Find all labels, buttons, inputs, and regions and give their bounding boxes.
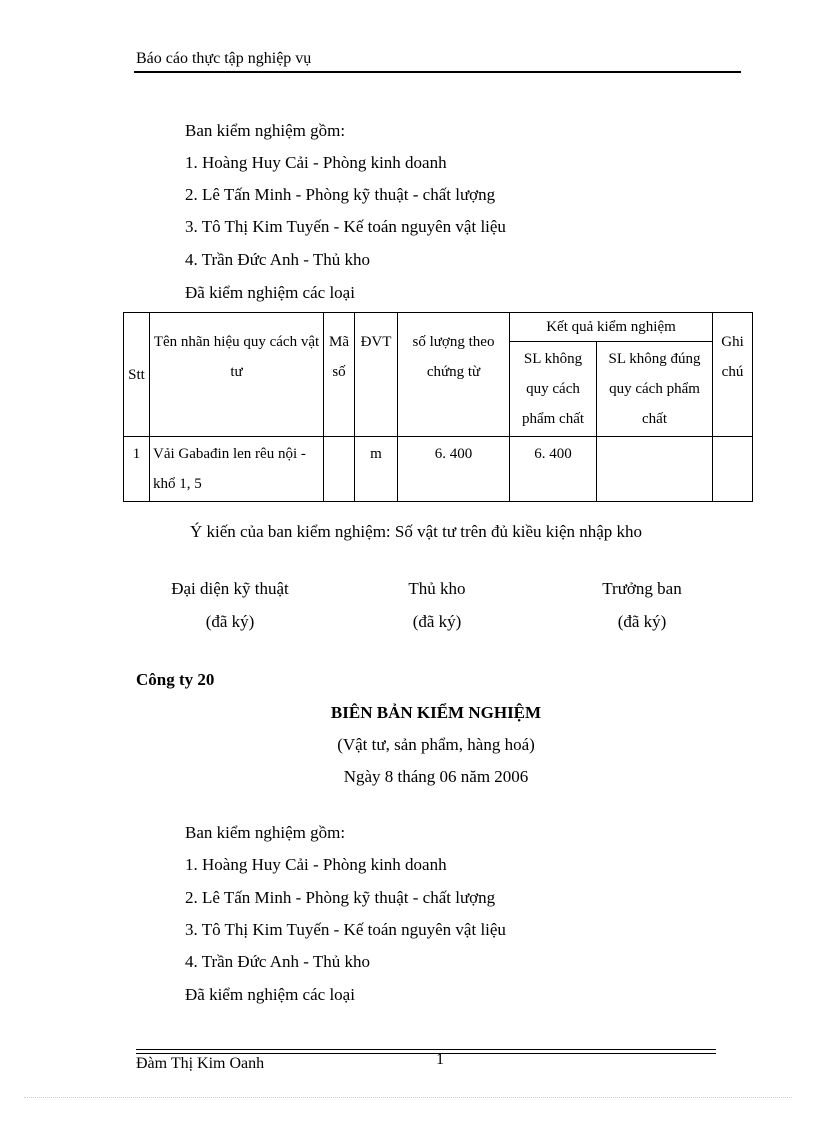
footer-author: Đàm Thị Kim Oanh — [136, 1055, 265, 1072]
page-edge — [24, 1097, 792, 1098]
header-stt: Stt — [124, 313, 150, 437]
page-header-title: Báo cáo thực tập nghiệp vụ — [136, 50, 312, 67]
signature-role-head: Trưởng ban — [602, 579, 682, 598]
table-row — [124, 437, 753, 502]
row-sl-incorrect — [597, 437, 713, 502]
page-number: 1 — [436, 1051, 444, 1068]
signature-status-technical: (đã ký) — [205, 612, 255, 631]
committee-member-2: 2. Lê Tấn Minh - Phòng kỹ thuật - chất lượng — [185, 185, 496, 204]
committee-member-2-1: 1. Hoàng Huy Cải - Phòng kinh doanh — [185, 855, 447, 874]
document-title: BIÊN BẢN KIỂM NGHIỆM — [330, 703, 542, 722]
committee-member-1: 1. Hoàng Huy Cải - Phòng kinh doanh — [185, 153, 447, 172]
committee-member-2-3: 3. Tô Thị Kim Tuyến - Kế toán nguyên vật liệu — [185, 920, 506, 939]
checked-items-label-2: Đã kiểm nghiệm các loại — [185, 985, 355, 1004]
header-item-name: Tên nhãn hiệu quy cách vật tư — [150, 313, 324, 437]
row-code — [324, 437, 355, 502]
header-qty: số lượng theo chứng từ — [398, 313, 510, 437]
company-name: Công ty 20 — [136, 670, 215, 689]
header-sl-nonconforming: SL không quy cách phẩm chất — [510, 342, 597, 437]
signature-status-head: (đã ký) — [617, 612, 667, 631]
footer-rule — [136, 1049, 716, 1050]
row-qty: 6. 400 — [398, 437, 510, 502]
committee-member-2-2: 2. Lê Tấn Minh - Phòng kỹ thuật - chất lượng — [185, 888, 496, 907]
committee-intro: Ban kiểm nghiệm gồm: — [185, 121, 346, 140]
checked-items-label: Đã kiểm nghiệm các loại — [185, 283, 355, 302]
header-unit: ĐVT — [355, 313, 398, 437]
committee-member-3: 3. Tô Thị Kim Tuyến - Kế toán nguyên vật liệu — [185, 217, 506, 236]
header-code: Mã số — [324, 313, 355, 437]
header-rule — [134, 71, 741, 73]
footer-rule-double — [136, 1053, 716, 1054]
signature-role-storekeeper: Thủ kho — [408, 579, 466, 598]
row-note — [713, 437, 753, 502]
signature-role-technical: Đại diện kỹ thuật — [171, 579, 289, 598]
header-sl-incorrect: SL không đúng quy cách phẩm chất — [597, 342, 713, 437]
header-note: Ghi chú — [713, 313, 753, 437]
row-item-name: Vải Gabađin len rêu nội - khổ 1, 5 — [150, 437, 324, 502]
committee-intro-2: Ban kiểm nghiệm gồm: — [185, 823, 346, 842]
header-result: Kết quả kiểm nghiệm — [510, 313, 713, 342]
inspection-table — [123, 312, 753, 502]
row-stt: 1 — [124, 437, 150, 502]
row-unit: m — [355, 437, 398, 502]
committee-member-4: 4. Trần Đức Anh - Thủ kho — [185, 250, 371, 269]
committee-member-2-4: 4. Trần Đức Anh - Thủ kho — [185, 952, 371, 971]
committee-opinion: Ý kiến của ban kiểm nghiệm: Số vật tư trên đủ kiều kiện nhập kho — [190, 522, 643, 541]
signature-status-storekeeper: (đã ký) — [412, 612, 462, 631]
row-sl-nonconforming: 6. 400 — [510, 437, 597, 502]
document-date: Ngày 8 tháng 06 năm 2006 — [343, 767, 529, 786]
document-subtitle: (Vật tư, sản phẩm, hàng hoá) — [337, 735, 535, 754]
